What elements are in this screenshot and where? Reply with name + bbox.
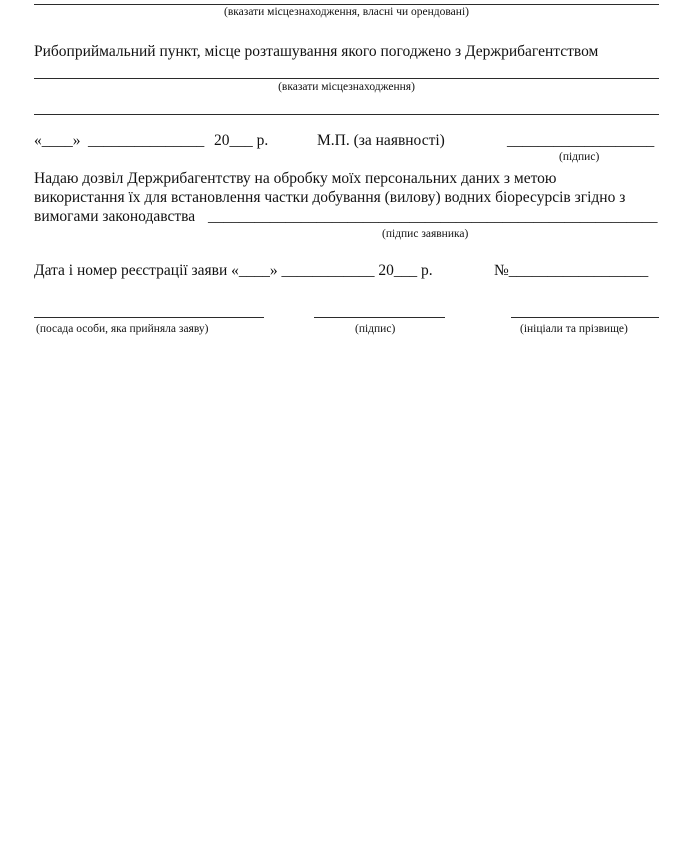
- fish-point-label: Рибоприймальний пункт, місце розташування якого погоджено з Держрибагентством: [34, 43, 599, 60]
- position-caption: (посада особи, яка прийняла заяву): [36, 323, 209, 335]
- consent-line-2: використання їх для встановлення частки добування (вилову) водних біоресурсів згідно з: [34, 189, 626, 206]
- fish-point-line-1[interactable]: [34, 78, 659, 79]
- consent-line-3: вимогами законодавства: [34, 208, 196, 225]
- day-open-quote: «: [34, 132, 42, 149]
- year-suffix: р.: [256, 132, 269, 149]
- seal-label: М.П. (за наявності): [317, 132, 445, 149]
- registration-label: Дата і номер реєстрації заяви «____» ____________ 20___ р.: [34, 262, 433, 279]
- position-line[interactable]: [34, 317, 264, 318]
- year-field: [214, 132, 268, 149]
- consent-signature-caption: (підпис заявника): [382, 228, 469, 240]
- month-blank[interactable]: _______________: [88, 132, 205, 149]
- year-blank[interactable]: ___: [229, 132, 253, 149]
- date-row: [34, 132, 81, 149]
- year-prefix: 20: [214, 132, 230, 149]
- day-blank[interactable]: ____: [41, 132, 73, 149]
- consent-signature-blank[interactable]: __________________________________________________________: [208, 208, 658, 225]
- owned-location-line[interactable]: [34, 4, 659, 5]
- fish-point-caption: (вказати місцезнаходження): [278, 81, 415, 93]
- signature-blank[interactable]: ___________________: [507, 132, 655, 149]
- name-line[interactable]: [511, 317, 659, 318]
- fish-point-line-2[interactable]: [34, 114, 659, 115]
- owned-location-caption: (вказати місцезнаходження, власні чи орендовані): [224, 6, 469, 18]
- name-caption: (ініціали та прізвище): [520, 323, 628, 335]
- day-close-quote: »: [72, 132, 81, 149]
- signature-caption: (підпис): [559, 151, 600, 163]
- registration-number[interactable]: №__________________: [494, 262, 649, 279]
- consent-line-1: Надаю дозвіл Держрибагентству на обробку моїх персональних даних з метою: [34, 170, 557, 187]
- official-signature-caption: (підпис): [355, 323, 396, 335]
- official-signature-line[interactable]: [314, 317, 445, 318]
